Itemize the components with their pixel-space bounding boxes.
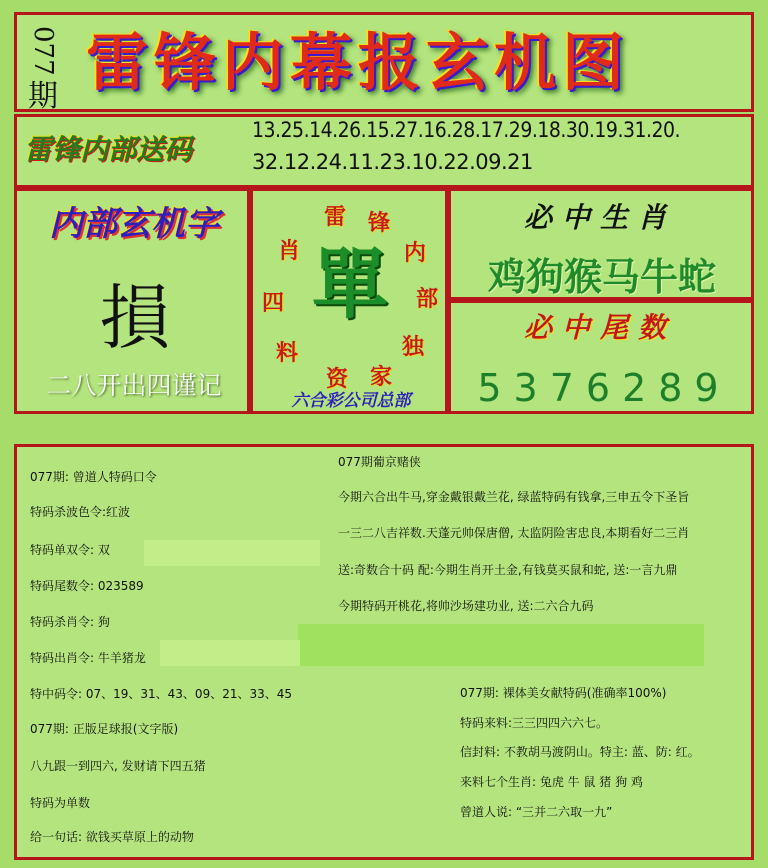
left-line: 特码尾数令: 023589 — [30, 579, 144, 593]
number-row-label: 雷锋内部送码 — [24, 133, 193, 166]
circle-char: 锋 — [368, 210, 391, 236]
number-line-1: 13.25.14.26.15.27.16.28.17.29.18.30.19.31.20. — [252, 118, 681, 142]
company-label: 六合彩公司总部 — [291, 391, 411, 411]
circle-char: 肖 — [278, 238, 301, 264]
mystery-verse: 二八开出四谨记 — [46, 371, 222, 400]
zodiac-title: 必中生肖 — [523, 201, 676, 234]
right-bottom-line: 曾道人说: “三并二六取一九” — [460, 805, 613, 819]
left-line: 特码杀肖令: 狗 — [30, 615, 110, 629]
left-line: 特中码令: 07、19、31、43、09、21、33、45 — [30, 687, 293, 701]
highlight-band — [298, 624, 704, 666]
zodiac-list: 鸡狗猴马牛蛇 — [487, 254, 716, 299]
mystery-character: 損 — [100, 277, 170, 359]
circle-char: 内 — [404, 240, 427, 266]
left-line: 特码杀波色令:红波 — [30, 505, 131, 519]
highlight-band — [144, 540, 320, 566]
right-bottom-line: 信封料: 不教胡马渡阴山。特主: 蓝、防: 红。 — [460, 745, 700, 759]
circle-char: 独 — [402, 334, 425, 360]
right-line: 送:奇数合十码 配:今期生肖开土金,有钱莫买鼠和蛇, 送:一言九鼎 — [338, 563, 678, 577]
single-character: 單 — [312, 240, 388, 329]
right-bottom-line: 特码来料:三三四四六六七。 — [460, 716, 609, 730]
right-heading: 077期葡京赌侠 — [338, 455, 421, 469]
issue-suffix: 期 — [28, 79, 58, 114]
tail-digits: 5376289 — [477, 366, 731, 410]
circle-char: 资 — [326, 366, 349, 392]
right-line: 今期六合出牛马,穿金戴银戴兰花, 绿蓝特码有钱拿,三申五令下圣旨 — [338, 490, 690, 504]
issue-label — [20, 18, 66, 114]
mystery-character-title: 内部玄机字 — [49, 204, 219, 244]
right-bottom-line: 来料七个生肖: 兔虎 牛 鼠 猪 狗 鸡 — [460, 775, 643, 789]
right-line: 一三二八吉祥数.天蓬元帅保唐僧, 太监阴险害忠良,本期看好二三肖 — [338, 526, 690, 540]
left-line: 给一句话: 欲钱买草原上的动物 — [30, 830, 194, 844]
circle-char: 料 — [276, 340, 299, 366]
left-line: 八九跟一到四六, 发财请下四五猪 — [30, 759, 206, 773]
circle-char: 部 — [416, 286, 439, 312]
circle-char: 四 — [262, 290, 285, 316]
left-line: 特码单双令: 双 — [30, 543, 110, 557]
right-bottom-line: 077期: 裸体美女献特码(准确率100%) — [460, 686, 667, 700]
tail-title: 必中尾数 — [523, 311, 676, 344]
left-line: 077期: 曾道人特码口令 — [30, 470, 157, 484]
circle-char: 家 — [370, 364, 393, 390]
highlight-band — [160, 640, 300, 666]
number-line-2: 32.12.24.11.23.10.22.09.21 — [252, 150, 533, 174]
page-title: 雷锋内幕报玄机图 — [86, 26, 631, 99]
left-line: 特码为单数 — [30, 796, 91, 810]
left-line: 077期: 正版足球报(文字版) — [30, 722, 179, 736]
right-line: 今期特码开桃花,将帅沙场建功业, 送:二六合九码 — [338, 599, 594, 613]
left-line: 特码出肖令: 牛羊猪龙 — [30, 651, 146, 665]
circle-char: 雷 — [324, 204, 347, 230]
issue-number: 077 — [28, 26, 58, 76]
